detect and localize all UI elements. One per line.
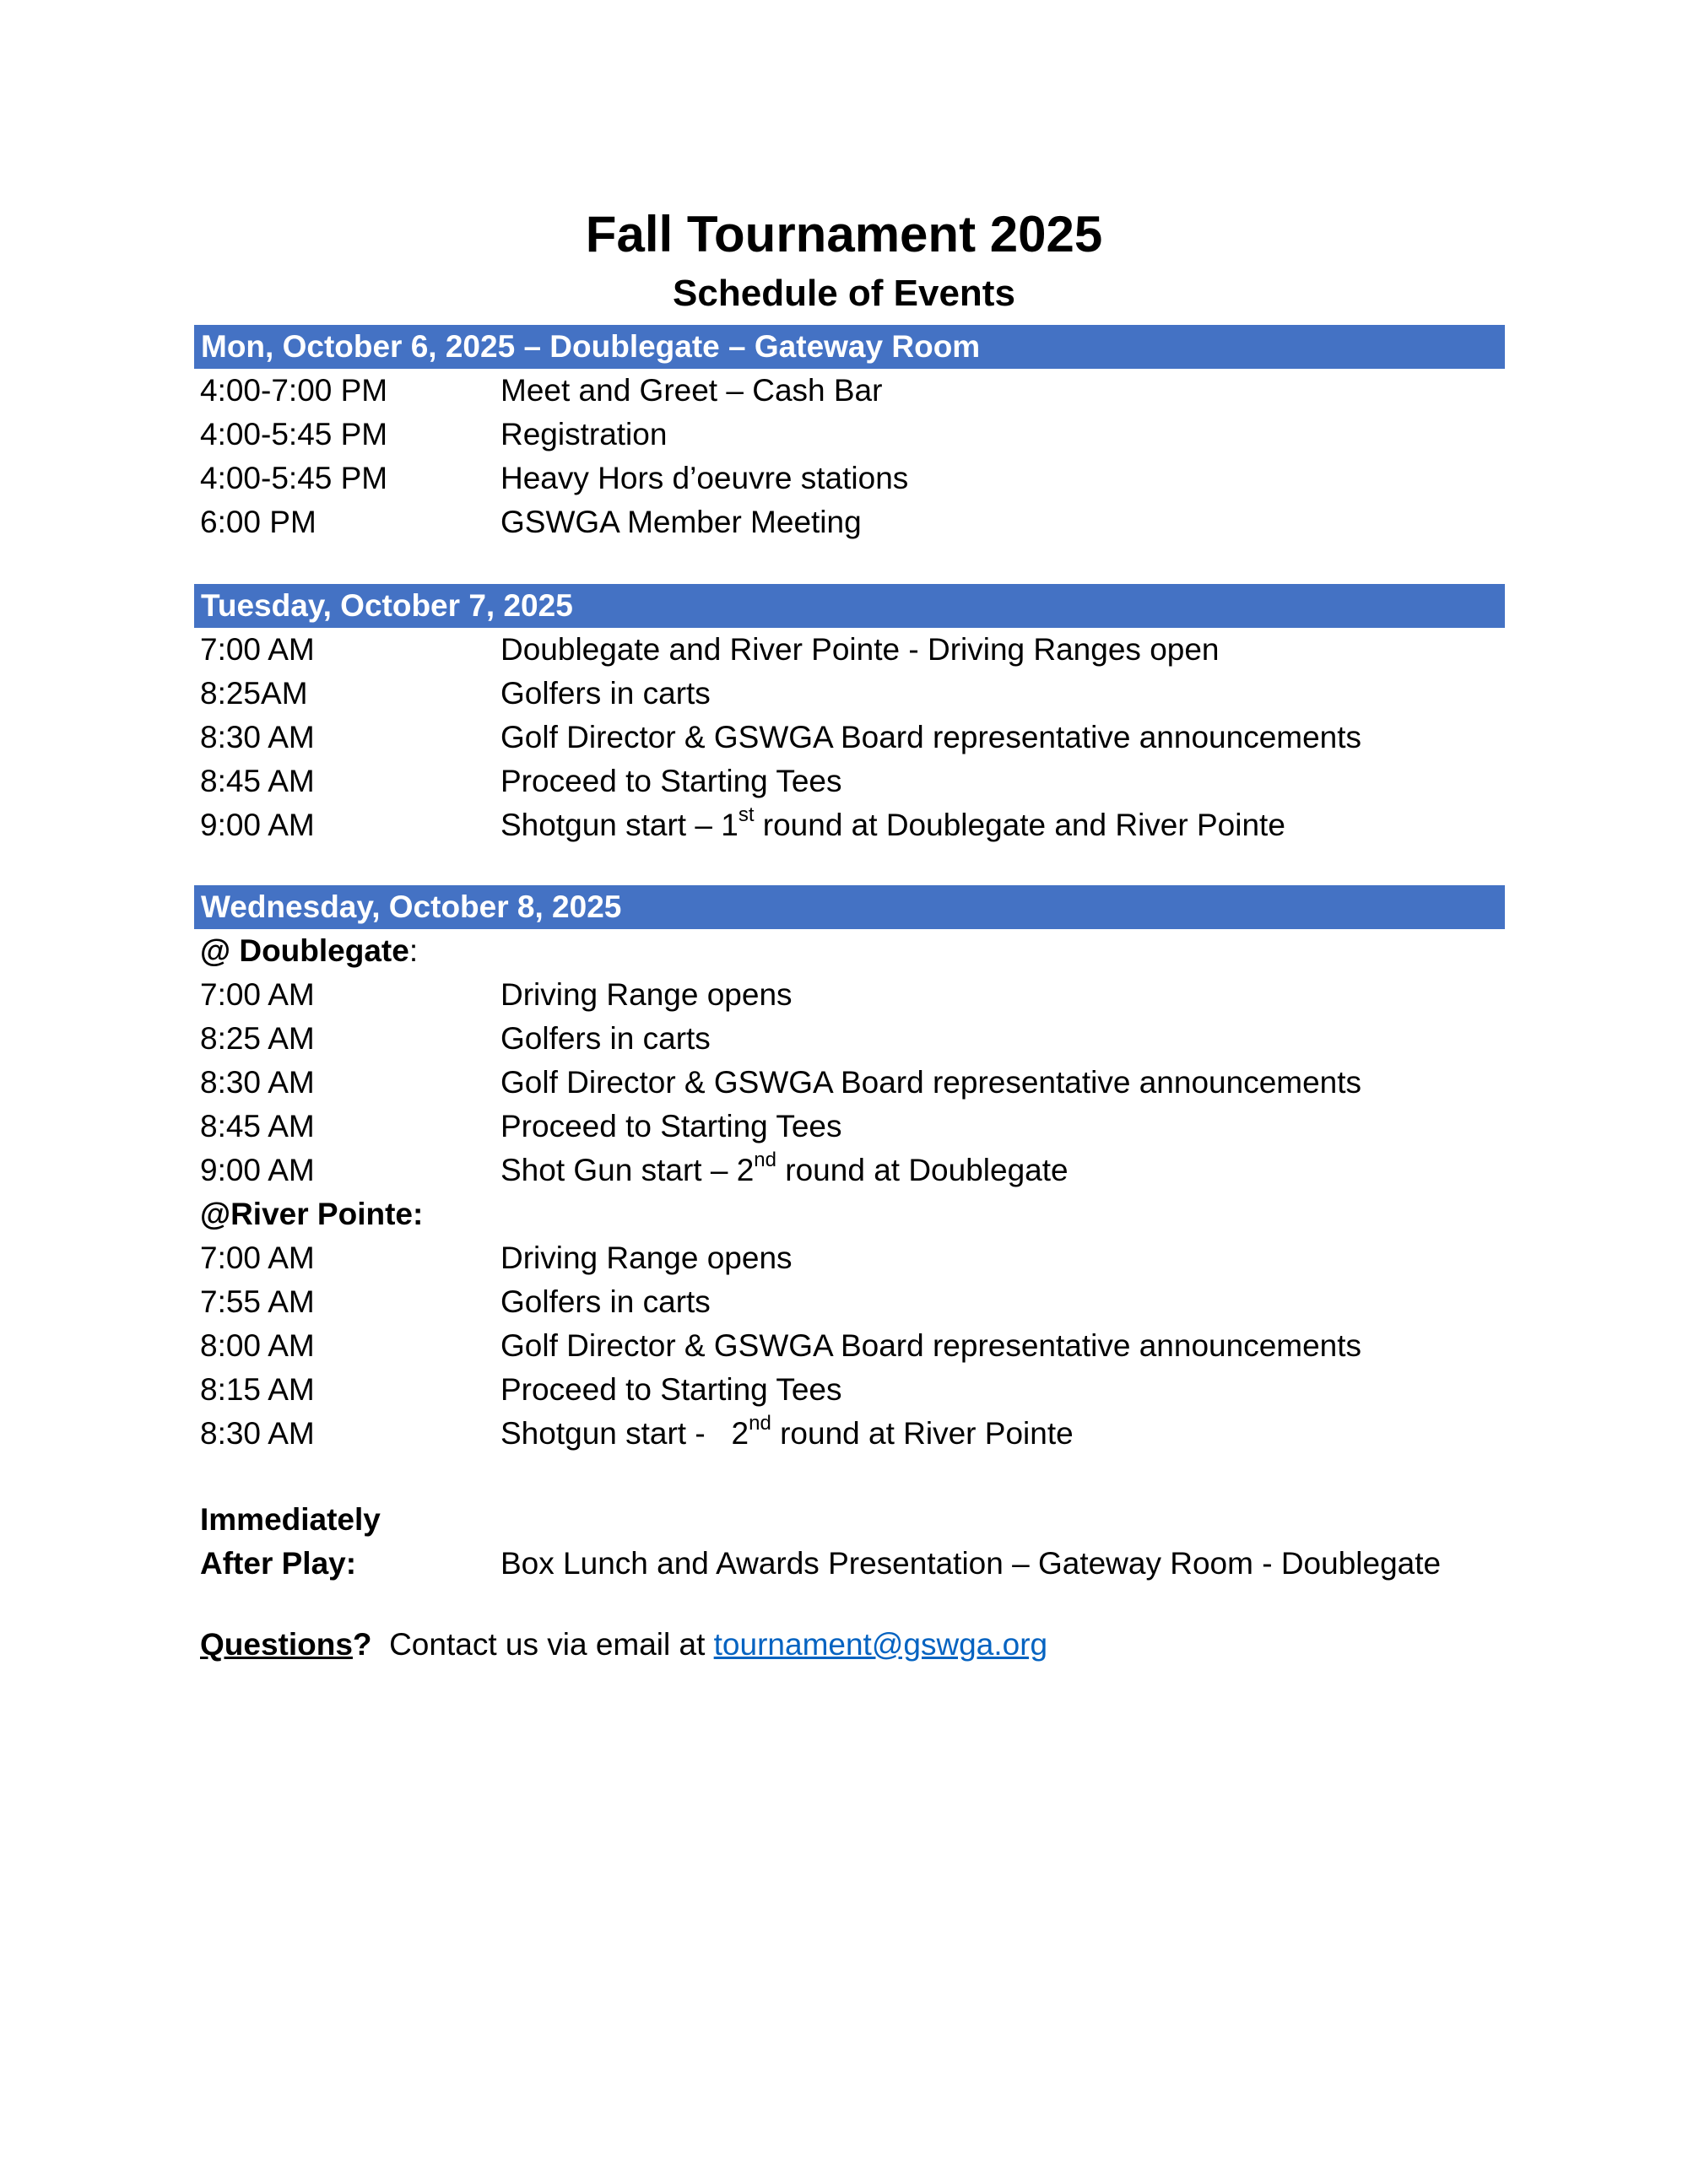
event-description bbox=[500, 1149, 1069, 1192]
schedule-row bbox=[200, 1149, 1517, 1192]
schedule-row bbox=[200, 1236, 1517, 1280]
event-time: 8:45 AM bbox=[200, 1109, 315, 1143]
event-time: 8:30 AM bbox=[200, 720, 315, 754]
event-time: 8:25 AM bbox=[200, 1021, 315, 1056]
event-time: 8:00 AM bbox=[200, 1328, 315, 1363]
schedule-row bbox=[200, 369, 1517, 413]
event-description: Driving Range opens bbox=[500, 977, 793, 1012]
desc-text: Shotgun start – 1 bbox=[500, 808, 738, 842]
event-description: Golfers in carts bbox=[500, 676, 711, 711]
schedule-row bbox=[200, 1412, 1517, 1456]
event-time: 7:55 AM bbox=[200, 1284, 315, 1319]
event-description: Golfers in carts bbox=[500, 1021, 711, 1056]
desc-text: round at River Pointe bbox=[771, 1416, 1074, 1451]
event-time: 8:30 AM bbox=[200, 1065, 315, 1100]
event-description: Box Lunch and Awards Presentation – Gateway Room - Doublegate bbox=[500, 1546, 1442, 1581]
event-description: Heavy Hors d’oeuvre stations bbox=[500, 461, 909, 495]
event-description bbox=[500, 803, 1285, 847]
schedule-row bbox=[200, 760, 1517, 803]
event-time: 7:00 AM bbox=[200, 1241, 315, 1275]
event-description: Proceed to Starting Tees bbox=[500, 1109, 842, 1143]
event-time: 6:00 PM bbox=[200, 505, 316, 539]
schedule-row-after-play bbox=[200, 1542, 1517, 1586]
event-description: Registration bbox=[500, 417, 668, 451]
venue-heading-doublegate bbox=[200, 929, 418, 973]
event-time: 9:00 AM bbox=[200, 808, 315, 842]
schedule-row bbox=[200, 1280, 1517, 1324]
event-time: 9:00 AM bbox=[200, 1153, 315, 1187]
schedule-row bbox=[200, 628, 1517, 672]
event-description: Proceed to Starting Tees bbox=[500, 1372, 842, 1407]
schedule-row bbox=[200, 1324, 1517, 1368]
event-time: 7:00 AM bbox=[200, 632, 315, 667]
event-description: Meet and Greet – Cash Bar bbox=[500, 373, 883, 408]
day-header-tuesday: Tuesday, October 7, 2025 bbox=[194, 584, 1505, 628]
venue-colon: : bbox=[408, 933, 419, 968]
day-header-wednesday: Wednesday, October 8, 2025 bbox=[194, 885, 1505, 929]
after-play-label-line2: After Play: bbox=[200, 1546, 357, 1581]
event-time: 8:30 AM bbox=[200, 1416, 315, 1451]
event-description: Golf Director & GSWGA Board representative announcements bbox=[500, 1065, 1362, 1100]
schedule-row bbox=[200, 1105, 1517, 1149]
page-subtitle: Schedule of Events bbox=[673, 273, 1015, 314]
ordinal-suffix: nd bbox=[754, 1148, 776, 1171]
schedule-row bbox=[200, 1061, 1517, 1105]
schedule-row bbox=[200, 716, 1517, 760]
event-description: Driving Range opens bbox=[500, 1241, 793, 1275]
event-time: 8:15 AM bbox=[200, 1372, 315, 1407]
schedule-row bbox=[200, 457, 1517, 500]
questions-label: Questions bbox=[200, 1627, 353, 1662]
event-description: Golf Director & GSWGA Board representative announcements bbox=[500, 720, 1362, 754]
event-description: Proceed to Starting Tees bbox=[500, 764, 842, 798]
contact-footer bbox=[200, 1623, 1047, 1667]
event-description: Doublegate and River Pointe - Driving Ranges open bbox=[500, 632, 1220, 667]
ordinal-suffix: st bbox=[738, 803, 755, 826]
question-mark: ? bbox=[352, 1627, 372, 1662]
event-time: 8:25AM bbox=[200, 676, 308, 711]
venue-heading-river-pointe: @River Pointe: bbox=[200, 1197, 424, 1231]
event-description: Golfers in carts bbox=[500, 1284, 711, 1319]
event-description: GSWGA Member Meeting bbox=[500, 505, 862, 539]
event-description bbox=[500, 1412, 1074, 1456]
email-link[interactable]: tournament@gswga.org bbox=[713, 1627, 1048, 1662]
page-title: Fall Tournament 2025 bbox=[585, 206, 1103, 262]
event-time: 8:45 AM bbox=[200, 764, 315, 798]
ordinal-suffix: nd bbox=[749, 1411, 771, 1435]
schedule-row bbox=[200, 973, 1517, 1017]
desc-text: Shotgun start - 2 bbox=[500, 1416, 749, 1451]
event-time: 7:00 AM bbox=[200, 977, 315, 1012]
venue-label: @ Doublegate bbox=[200, 933, 409, 968]
event-time: 4:00-5:45 PM bbox=[200, 417, 388, 451]
event-description: Golf Director & GSWGA Board representative announcements bbox=[500, 1328, 1362, 1363]
desc-text: Shot Gun start – 2 bbox=[500, 1153, 755, 1187]
day-header-monday: Mon, October 6, 2025 – Doublegate – Gateway Room bbox=[194, 325, 1505, 369]
event-time: 4:00-7:00 PM bbox=[200, 373, 388, 408]
desc-text: round at Doublegate bbox=[776, 1153, 1069, 1187]
schedule-row bbox=[200, 672, 1517, 716]
after-play-label-line1: Immediately bbox=[200, 1502, 381, 1537]
schedule-row bbox=[200, 1017, 1517, 1061]
desc-text: round at Doublegate and River Pointe bbox=[754, 808, 1285, 842]
contact-text: Contact us via email at bbox=[371, 1627, 714, 1662]
schedule-row bbox=[200, 1368, 1517, 1412]
event-time: 4:00-5:45 PM bbox=[200, 461, 388, 495]
schedule-row bbox=[200, 500, 1517, 544]
schedule-row bbox=[200, 413, 1517, 457]
schedule-row bbox=[200, 803, 1517, 847]
